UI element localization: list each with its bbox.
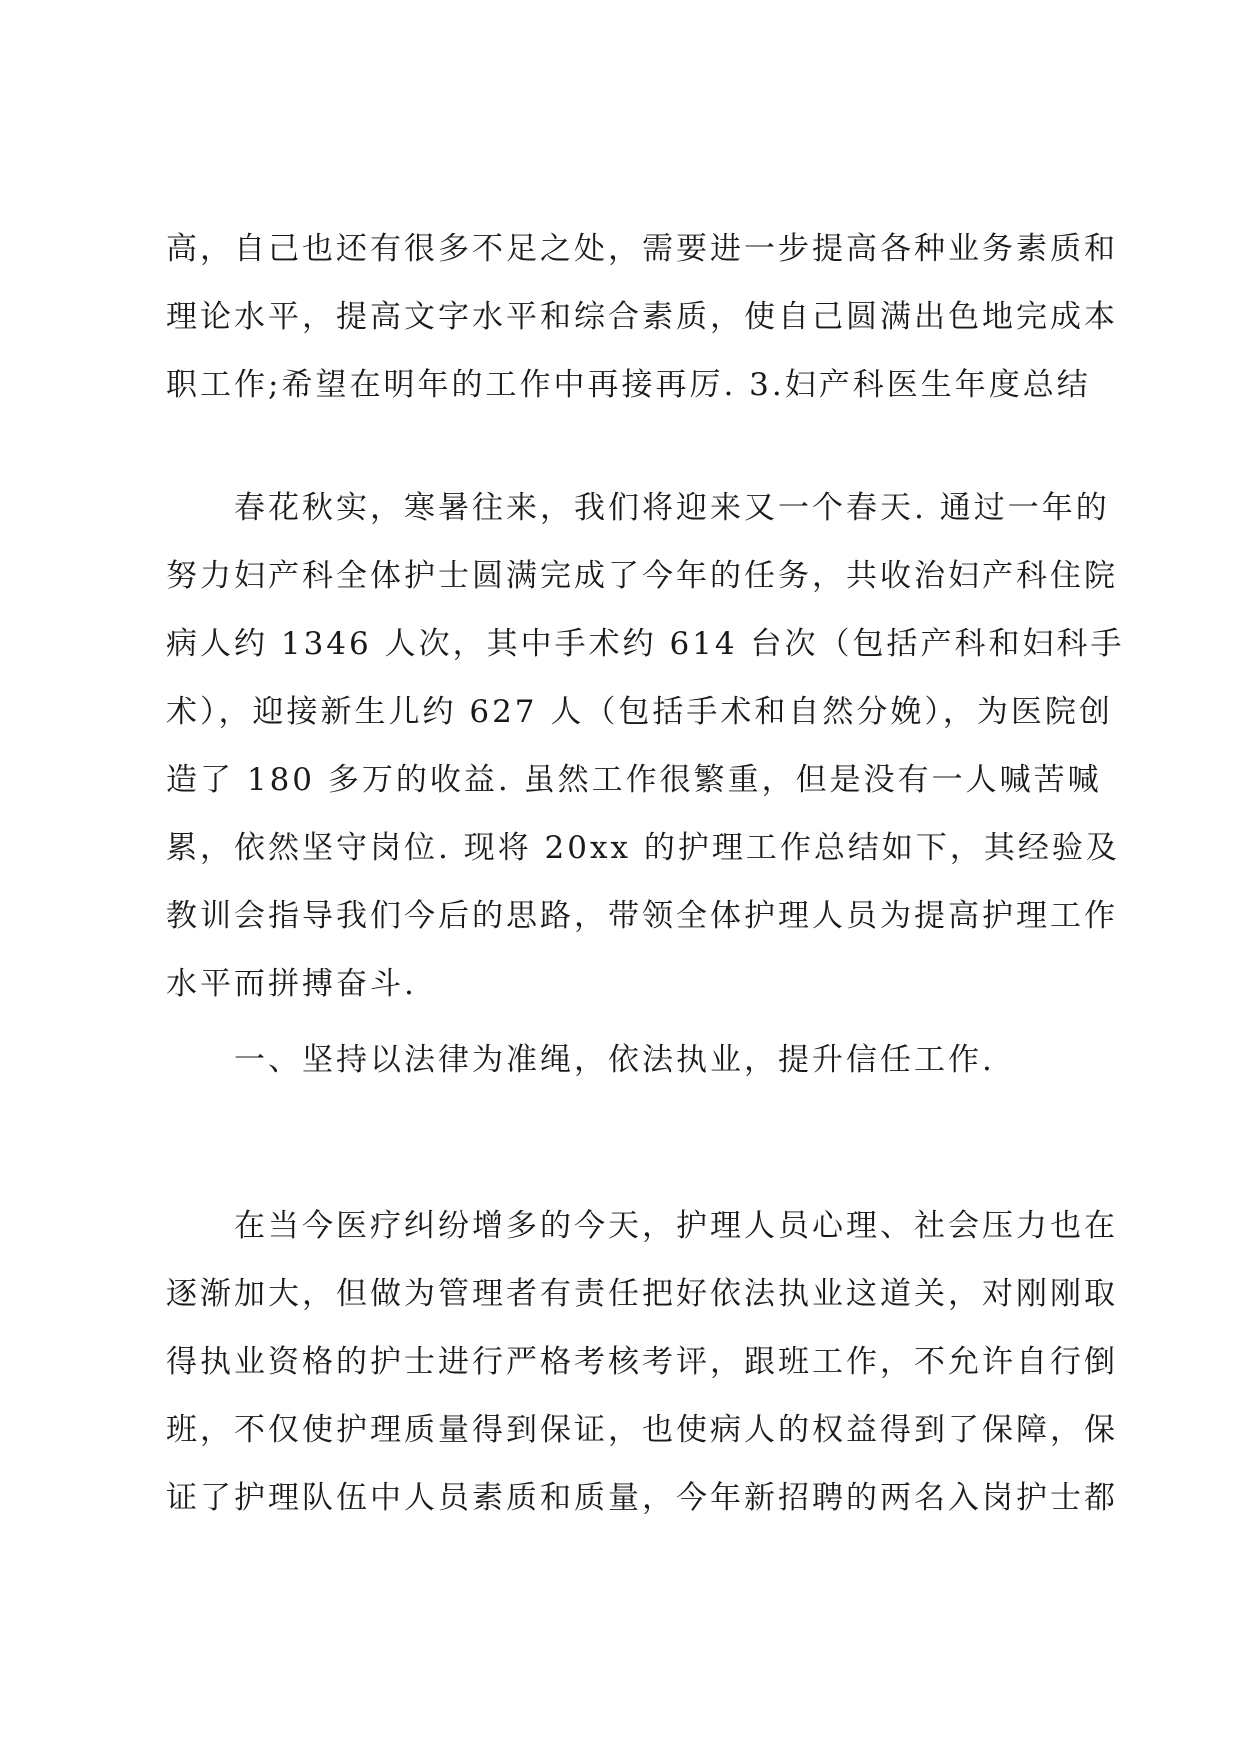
text-line: 职工作;希望在明年的工作中再接再厉. 3.妇产科医生年度总结 [166, 367, 1091, 403]
text-line: 教训会指导我们今后的思路，带领全体护理人员为提高护理工作 [166, 898, 1118, 934]
text-line: 累，依然坚守岗位. 现将 20xx 的护理工作总结如下，其经验及 [166, 830, 1120, 866]
text-line: 术），迎接新生儿约 627 人（包括手术和自然分娩），为医院创 [166, 694, 1113, 730]
text-line: 班，不仅使护理质量得到保证，也使病人的权益得到了保障，保 [166, 1412, 1118, 1448]
text-line: 造了 180 多万的收益. 虽然工作很繁重，但是没有一人喊苦喊 [166, 762, 1102, 798]
text-line: 一、坚持以法律为准绳，依法执业，提升信任工作. [234, 1042, 995, 1078]
text-line: 水平而拼搏奋斗. [166, 966, 417, 1002]
paragraph-section-body [166, 1192, 1118, 1532]
paragraph-summary-intro [166, 474, 1125, 1018]
text-line: 理论水平，提高文字水平和综合素质，使自己圆满出色地完成本 [166, 299, 1118, 335]
paragraph-continuation [166, 215, 1118, 419]
text-line: 努力妇产科全体护士圆满完成了今年的任务，共收治妇产科住院 [166, 558, 1118, 594]
text-line: 高，自己也还有很多不足之处，需要进一步提高各种业务素质和 [166, 231, 1118, 267]
section-heading [166, 1026, 1096, 1094]
text-line: 得执业资格的护士进行严格考核考评，跟班工作，不允许自行倒 [166, 1344, 1118, 1380]
text-line: 春花秋实，寒暑往来，我们将迎来又一个春天. 通过一年的 [234, 490, 1110, 526]
text-line: 证了护理队伍中人员素质和质量，今年新招聘的两名入岗护士都 [166, 1480, 1118, 1516]
text-line: 在当今医疗纠纷增多的今天，护理人员心理、社会压力也在 [234, 1208, 1118, 1244]
text-line: 逐渐加大，但做为管理者有责任把好依法执业这道关，对刚刚取 [166, 1276, 1118, 1312]
text-line: 病人约 1346 人次，其中手术约 614 台次（包括产科和妇科手 [166, 626, 1125, 662]
